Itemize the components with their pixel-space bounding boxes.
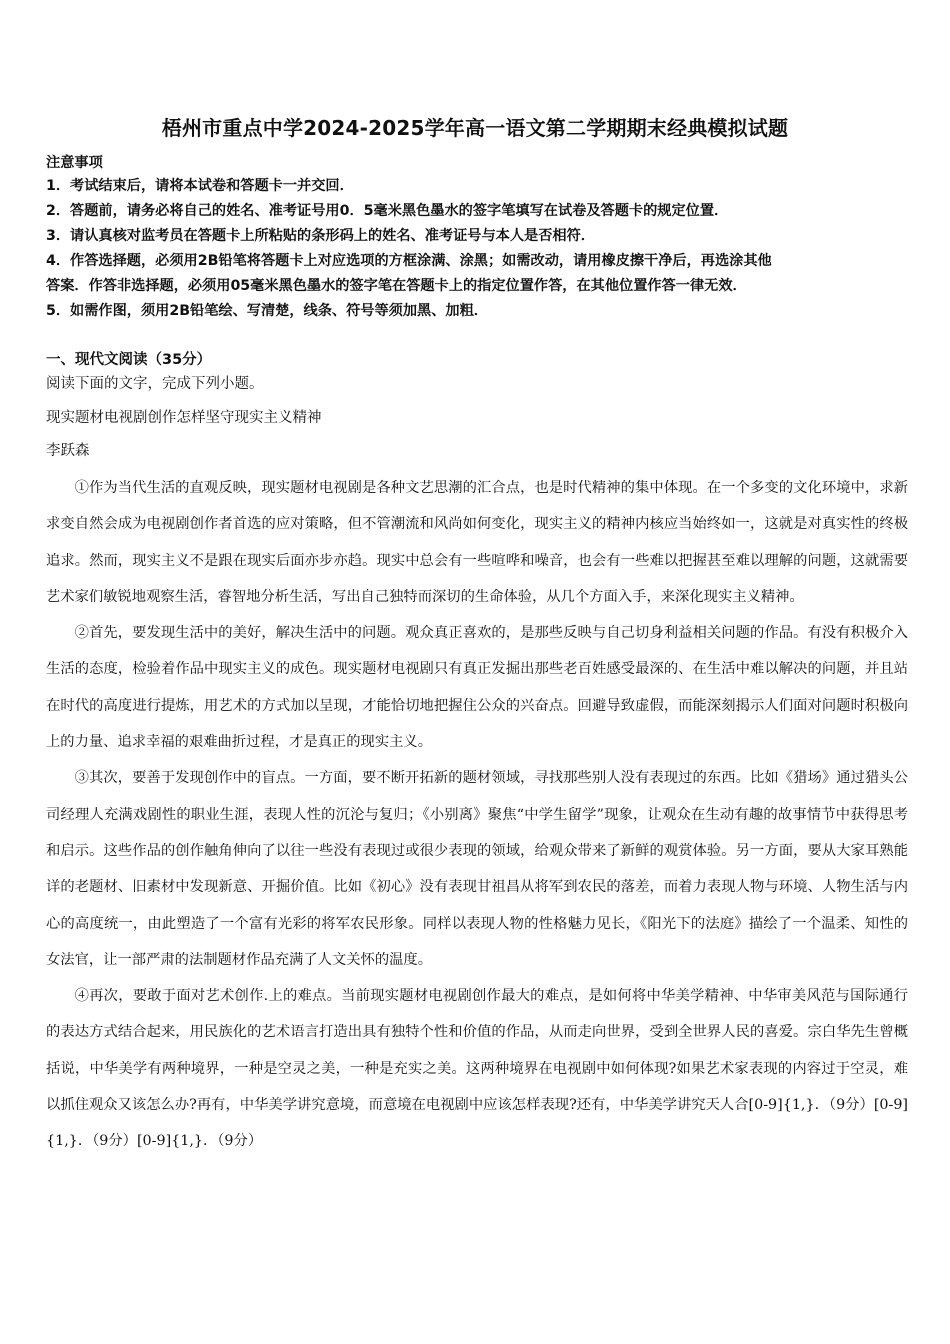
article-body — [46, 470, 908, 1160]
reading-instruction: 阅读下面的文字，完成下列小题。 — [46, 376, 264, 392]
notice-item: 3．请认真核对监考员在答题卡上所粘贴的条形码上的姓名、准考证号与本人是否相符． — [46, 228, 595, 244]
article-paragraph: ②首先，要发现生活中的美好，解决生活中的问题。观众真正喜欢的，是那些反映与自己切身利益相关问题的作品。有没有积极介入生活的态度，检验着作品中现实主义的成色。现实题材电视剧只有真正发掘出那些老百姓感受最深的、在生活中难以解决的问题，并且站在时代的高度进行提炼，用艺术的方式加以呈现，才能恰切地把握住公众的兴奋点。回避导致虚假，而能深刻揭示人们面对问题时积极向上的力量、追求幸福的艰难曲折过程，才是真正的现实主义。 — [46, 625, 908, 751]
article-author: 李跃森 — [46, 443, 90, 459]
notice-item: 5．如需作图，须用2B铅笔绘、写清楚，线条、符号等须加黑、加粗． — [46, 303, 488, 319]
notice-item: 1．考试结束后，请将本试卷和答题卡一并交回． — [46, 178, 354, 194]
notice-block — [46, 152, 916, 324]
notice-item: 2．答题前，请务必将自己的姓名、准考证号用0．5毫米黑色墨水的签字笔填写在试卷及答题卡的规定位置． — [46, 203, 729, 219]
article-title: 现实题材电视剧创作怎样坚守现实主义精神 — [46, 410, 322, 426]
exam-title: 梧州市重点中学2024-2025学年高一语文第二学期期末经典模拟试题 — [161, 116, 789, 140]
notice-item: 4．作答选择题，必须用2B铅笔将答题卡上对应选项的方框涂满、涂黑；如需改动，请用橡皮擦干净后，再选涂其他 — [46, 253, 772, 269]
article-paragraph: ③其次，要善于发现创作中的盲点。一方面，要不断开拓新的题材领域，寻找那些别人没有表现过的东西。比如《猎场》通过猎头公司经理人充满戏剧性的职业生涯，表现人性的沉沦与复归；《小别离》聚焦“中学生留学”现象，让观众在生动有趣的故事情节中获得思考和启示。这些作品的创作触角伸向了以往一些没有表现过或很少表现的领域，给观众带来了新鲜的观赏体验。另一方面，要从大家耳熟能详的老题材、旧素材中发现新意、开掘价值。比如《初心》没有表现甘祖昌从将军到农民的落差，而着力表现人物与环境、人物生活与内心的高度统一，由此塑造了一个富有光彩的将军农民形象。同样以表现人物的性格魅力见长，《阳光下的法庭》描绘了一个温柔、知性的女法官，让一部严肃的法制题材作品充满了人文关怀的温度。 — [46, 770, 908, 968]
article-paragraph: ④再次，要敢于面对艺术创作.上的难点。当前现实题材电视剧创作最大的难点，是如何将中华美学精神、中华审美风范与国际通行的表达方式结合起来，用民族化的艺术语言打造出具有独特个性和价值的作品，从而走向世界，受到全世界人民的喜爱。宗白华先生曾概括说，中华美学有两种境界，一种是空灵之美，一种是充实之美。这两种境界在电视剧中如何体现?如果艺术家表现的内容过于空灵，难以抓住观众又该怎么办?再有，中华美学讲究意境，而意境在电视剧中应该怎样表现?还有，中华美学讲究天人合[0-9]{1,}．（9分）[0-9]{1,}．（9分）[0-9]{1,}．（9分） — [46, 988, 908, 1150]
article-paragraph: ①作为当代生活的直观反映，现实题材电视剧是各种文艺思潮的汇合点，也是时代精神的集中体现。在一个多变的文化环境中，求新求变自然会成为电视剧创作者首选的应对策略，但不管潮流和风尚如何变化，现实主义的精神内核应当始终如一，这就是对真实性的终极追求。然而，现实主义不是跟在现实后面亦步亦趋。现实中总会有一些喧哗和噪音，也会有一些难以把握甚至难以理解的问题，这就需要艺术家们敏锐地观察生活，睿智地分析生活，写出自己独特而深切的生命体验，从几个方面入手，来深化现实主义精神。 — [46, 480, 908, 605]
section-heading: 一、现代文阅读（35分） — [46, 352, 212, 368]
notice-item: 答案．作答非选择题，必须用05毫米黑色墨水的签字笔在答题卡上的指定位置作答，在其他位置作答一律无效． — [46, 278, 747, 294]
notice-heading: 注意事项 — [46, 155, 103, 171]
